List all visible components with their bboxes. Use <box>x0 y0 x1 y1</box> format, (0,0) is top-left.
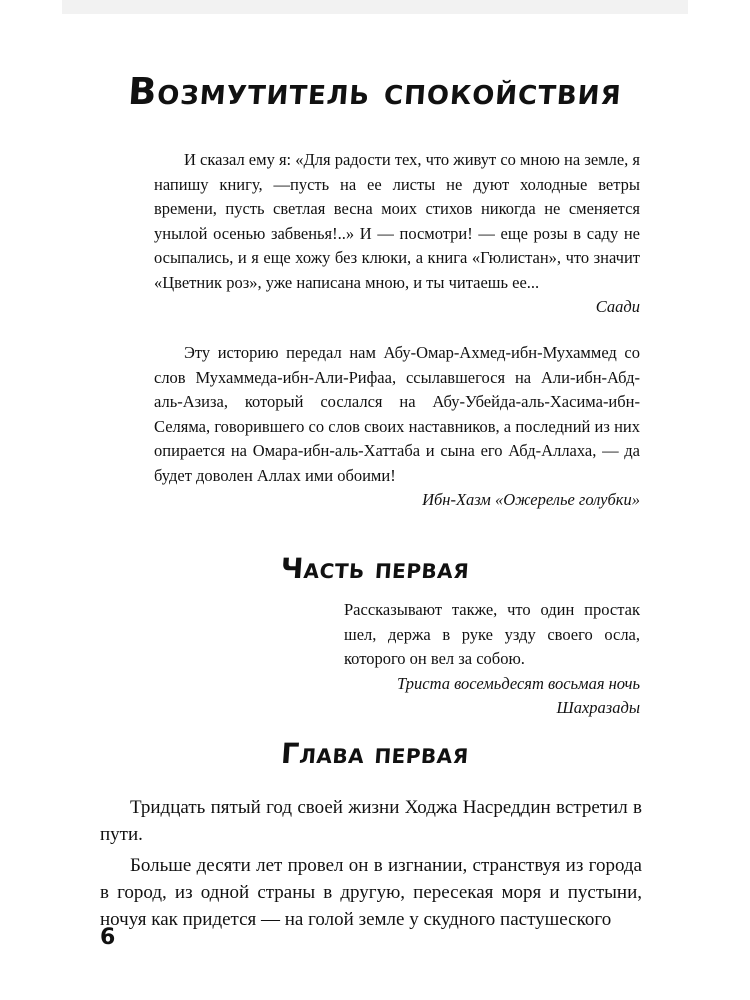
epigraph-text: Рассказывают также, что один простак шел, держа в руке узду своего осла, которого он вел за собою. <box>344 600 640 668</box>
epigraph-source-line-1: Триста восемьдесят восьмая ночь <box>396 673 640 693</box>
epigraph-ibn-hazm <box>154 341 640 512</box>
chapter-title: Глава первая <box>280 737 470 770</box>
epigraph-author: Саади <box>595 297 640 316</box>
part-title: Часть первая <box>279 552 471 585</box>
paragraph: Больше десяти лет провел он в изгнании, странствуя из города в город, из одной страны в другую, пересекая моря и пустыни, ночуя как придется — на голой земле у скудного пастушеского <box>100 855 642 930</box>
epigraph-text: И сказал ему я: «Для радости тех, что живут со мною на земле, я напишу книгу, —пусть на ее листы не дуют холодные ветры времени, пусть светлая весна моих стихов никогда не сменяется унылой осенью забвенья!..» И — посмотри! — еще розы в саду не осыпались, и я еще хожу без клюки, а книга «Гюлистан», что значит «Цветник роз», уже написана мною, и ты читаешь ее... <box>154 150 640 292</box>
chapter-body <box>100 794 642 937</box>
epigraph-source-line-2: Шахразады <box>556 697 640 717</box>
book-title: Возмутитель спокойствия <box>126 70 624 113</box>
page-number: 6 <box>100 925 116 950</box>
epigraph-author: Ибн-Хазм «Ожерелье голубки» <box>422 490 640 509</box>
paragraph: Тридцать пятый год своей жизни Ходжа Насреддин встретил в пути. <box>100 797 642 845</box>
epigraph-saadi <box>154 148 640 319</box>
epigraph-shahrazad <box>344 598 640 720</box>
epigraph-text: Эту историю передал нам Абу-Омар-Ахмед-ибн-Мухаммед со слов Мухаммеда-ибн-Али-Рифаа, ссылавшегося на Али-ибн-Абд-аль-Азиза, который сослался на Абу-Убейда-аль-Хасима-ибн-Селяма, говорившего со слов своих наставников, а последний из них опирается на Омара-ибн-аль-Хаттаба и сына его Абд-Аллаха, — да будет доволен Аллах ими обоими! <box>154 343 640 485</box>
